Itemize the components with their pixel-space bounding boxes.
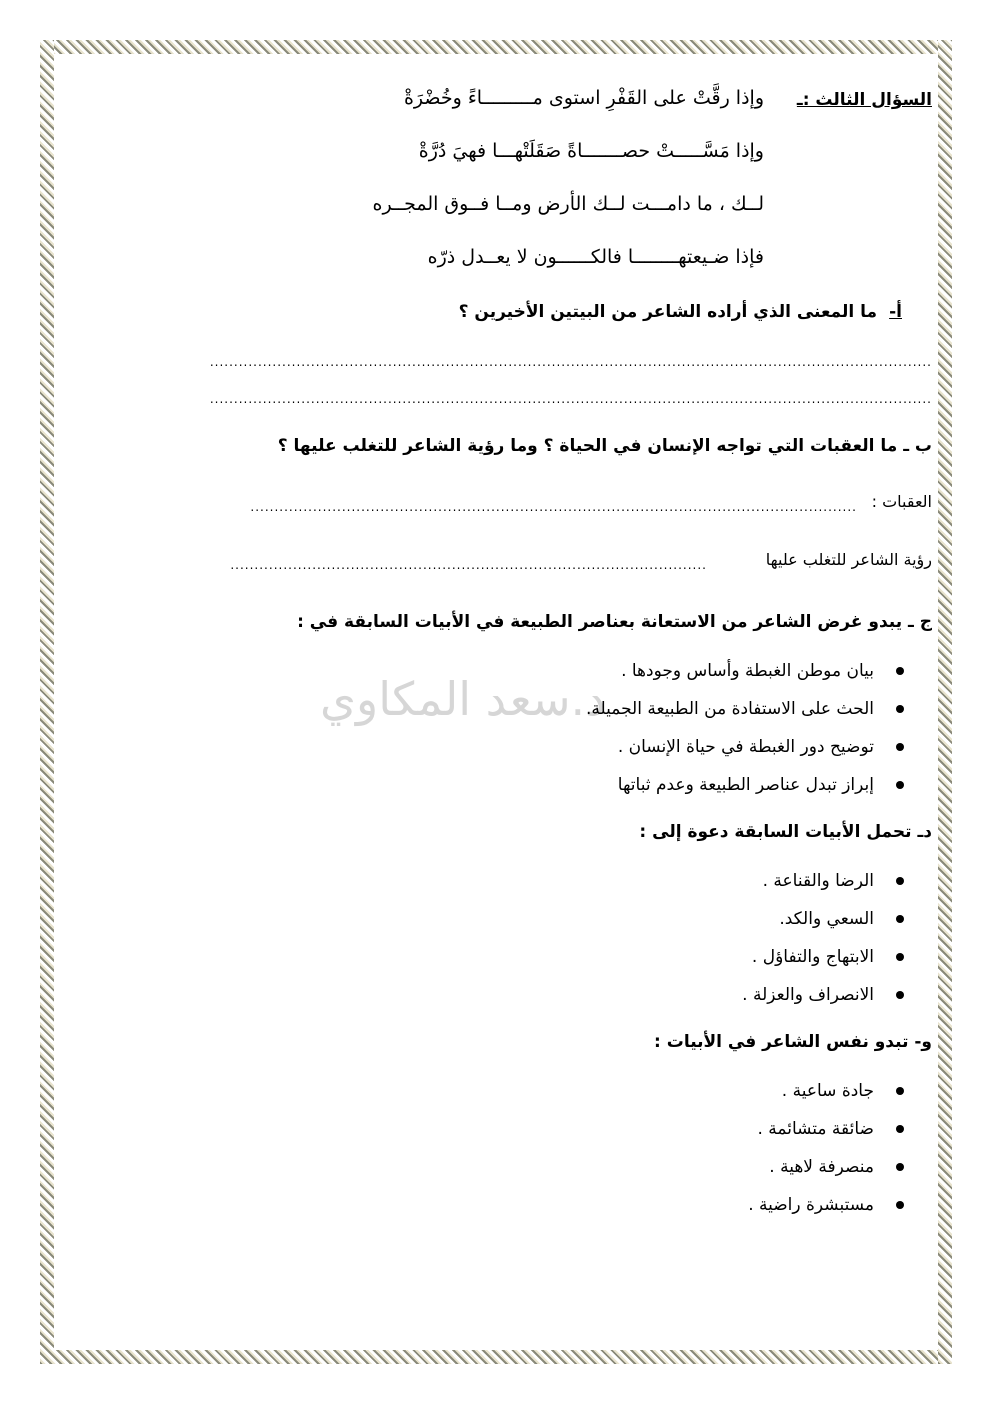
part-a-answer-line-2[interactable]: ...................................................................................................................................................... — [209, 392, 932, 406]
obstacles-answer-line[interactable]: .............................................................................................................................. — [250, 500, 857, 514]
bullet-icon — [896, 781, 904, 789]
question-heading: السؤال الثالث :ـ — [796, 90, 932, 110]
bullet-icon — [896, 953, 904, 961]
bullet-icon — [896, 991, 904, 999]
vision-label: رؤية الشاعر للتغلب عليها — [765, 550, 932, 569]
verse-3: لــك ، ما دامـــت لــك الأرض ومــا فــوق المجــره — [372, 193, 764, 215]
obstacles-label: العقبات : — [871, 492, 932, 511]
bullet-icon — [896, 1163, 904, 1171]
part-c-option-1[interactable]: بيان موطن الغبطة وأساس وجودها . — [586, 652, 874, 690]
part-e-option-1[interactable]: جادة ساعية . — [748, 1072, 874, 1110]
part-a-letter: أ- — [889, 302, 902, 322]
part-e-option-2[interactable]: ضائقة متشائمة . — [748, 1110, 874, 1148]
part-c-option-2[interactable]: الحث على الاستفادة من الطبيعة الجميلة. — [586, 690, 874, 728]
part-c-option-4[interactable]: إبراز تبدل عناصر الطبيعة وعدم ثباتها — [586, 766, 874, 804]
bullet-icon — [896, 915, 904, 923]
part-e-option-3[interactable]: منصرفة لاهية . — [748, 1148, 874, 1186]
part-d-options — [742, 862, 874, 1014]
page-border-right — [938, 40, 952, 1364]
part-c-question: ج ـ يبدو غرض الشاعر من الاستعانة بعناصر الطبيعة في الأبيات السابقة في : — [297, 612, 932, 632]
part-b-question: ب ـ ما العقبات التي تواجه الإنسان في الحياة ؟ وما رؤية الشاعر للتغلب عليها ؟ — [277, 436, 932, 456]
part-e-question: و- تبدو نفس الشاعر في الأبيات : — [654, 1032, 932, 1052]
part-d-option-4[interactable]: الانصراف والعزلة . — [742, 976, 874, 1014]
part-e-options — [748, 1072, 874, 1224]
part-a-question: ما المعنى الذي أراده الشاعر من البيتين الأخيرين ؟ — [458, 302, 877, 322]
bullet-icon — [896, 877, 904, 885]
watermark: د.سعد المكاوي — [320, 672, 606, 726]
bullet-icon — [896, 1201, 904, 1209]
part-a-answer-line-1[interactable]: ...................................................................................................................................................... — [209, 355, 932, 369]
part-d-option-3[interactable]: الابتهاج والتفاؤل . — [742, 938, 874, 976]
part-d-option-2[interactable]: السعي والكد. — [742, 900, 874, 938]
bullet-icon — [896, 667, 904, 675]
part-e-option-4[interactable]: مستبشرة راضية . — [748, 1186, 874, 1224]
bullet-icon — [896, 705, 904, 713]
vision-answer-line[interactable]: ................................................................................................... — [230, 558, 707, 572]
verse-4: فإذا ضـيعتهــــــــا فالكــــــون لا يعــدل ذرّه — [427, 246, 764, 268]
page-border-top — [40, 40, 952, 54]
bullet-icon — [896, 1087, 904, 1095]
part-d-question: دـ تحمل الأبيات السابقة دعوة إلى : — [639, 822, 932, 842]
bullet-icon — [896, 1125, 904, 1133]
verse-1: وإذا رقَّتْ على القَفْرِ استوى مـــــــــاءً وخُضْرَةْ — [403, 87, 764, 109]
part-c-option-3[interactable]: توضيح دور الغبطة في حياة الإنسان . — [586, 728, 874, 766]
page-border-bottom — [40, 1350, 952, 1364]
verse-2: وإذا مَسَّـــــتْ حصـــــــاةً صَقَلَتْهـــا فهيَ دُرَّةْ — [418, 140, 764, 162]
page-border-left — [40, 40, 54, 1364]
part-d-option-1[interactable]: الرضا والقناعة . — [742, 862, 874, 900]
part-c-options — [586, 652, 874, 804]
bullet-icon — [896, 743, 904, 751]
